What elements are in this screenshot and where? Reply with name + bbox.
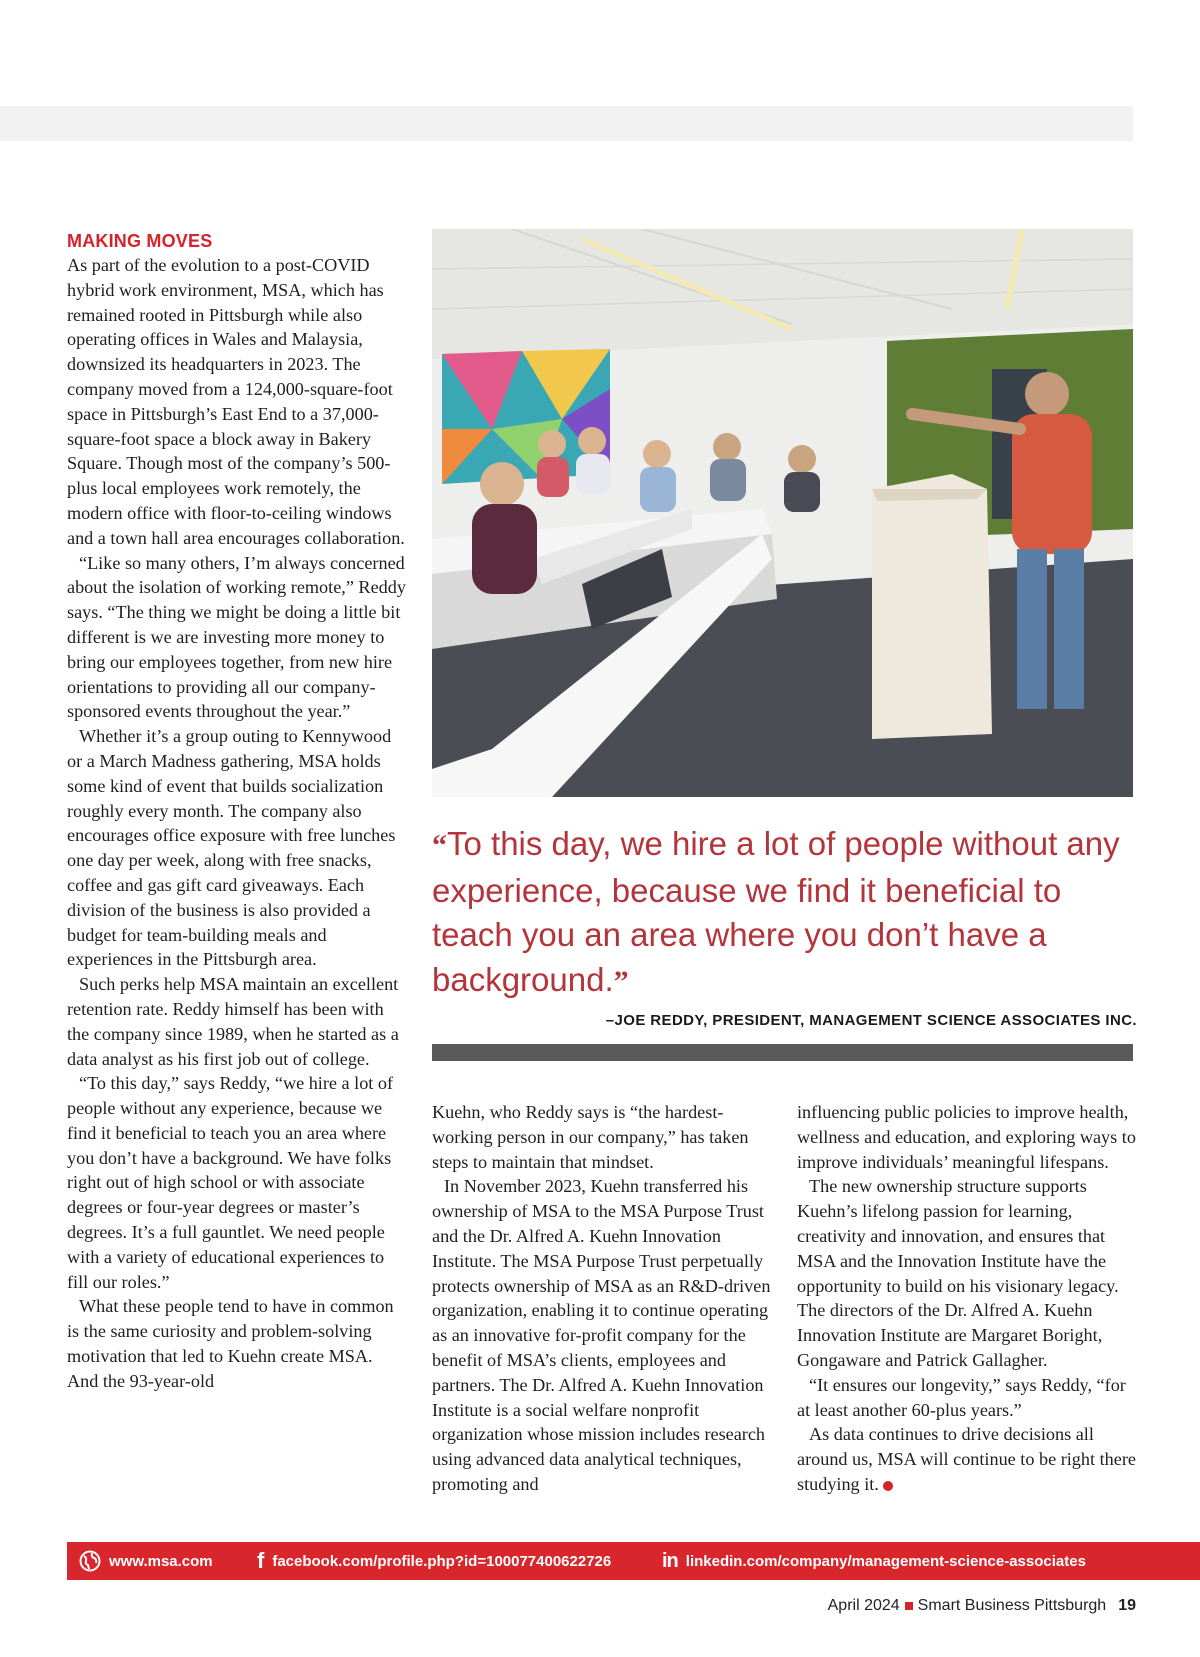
separator-square [905, 1602, 913, 1610]
page-footer [828, 1597, 1136, 1615]
paragraph: Such perks help MSA maintain an excellent retention rate. Reddy himself has been with the company since 1989, when he started as a data analyst as his first job out of college. [67, 974, 399, 1069]
facebook-link[interactable] [257, 1542, 611, 1580]
paragraph: “To this day,” says Reddy, “we hire a lot of people without any experience, because we find it beneficial to teach you an area where you don’t have a background. We have folks right out of high school or with associate degrees or four-year degrees or master’s degrees. It’s a full gauntlet. We need people with a variety of educational experiences to fill our roles.” [67, 1073, 394, 1292]
paragraph: “It ensures our longevity,” says Reddy, “for at least another 60-plus years.” [797, 1374, 1126, 1420]
website-link[interactable] [79, 1542, 213, 1580]
end-dot-icon [883, 1481, 893, 1491]
paragraph: As part of the evolution to a post-COVID hybrid work environment, MSA, which has remained rooted in Pittsburgh while also operating offices in Wales and Malaysia, downsized its headquarters in 2023. The company moved from a 124,000-square-foot space in Pittsburgh’s East End to a 37,000-square-foot space a block away in Bakery Square. Though most of the company’s 500-plus local employees work remotely, the modern office with floor-to-ceiling windows and a town hall area encourages collaboration. [67, 255, 405, 548]
pull-quote [432, 822, 1137, 1029]
open-quote-mark: “ [432, 829, 447, 862]
contact-bar [67, 1542, 1200, 1580]
top-band [0, 106, 1133, 141]
paragraph: “Like so many others, I’m always concerned about the isolation of working remote,” Reddy says. “The thing we might be doing a little bit different is we are investing more money to bring our employees together, from new hire orientations to providing all our company-sponsored events throughout the year.” [67, 552, 406, 722]
article-column-3 [797, 1100, 1137, 1497]
paragraph: Whether it’s a group outing to Kennywood or a March Madness gathering, MSA holds some kind of event that builds socialization roughly every month. The company also encourages office exposure with free lunches one day per week, along with free snacks, coffee and gas gift card giveaways. Each division of the business is also provided a budget for team-building meals and experiences in the Pittsburgh area. [67, 726, 396, 970]
article-column-1 [67, 229, 407, 1394]
linkedin-link-text: linkedin.com/company/management-science-associates [685, 1552, 1086, 1570]
pull-quote-attribution: –JOE REDDY, PRESIDENT, MANAGEMENT SCIENCE ASSOCIATES INC. [605, 1012, 1137, 1029]
linkedin-icon: in [662, 1549, 678, 1572]
pull-quote-rule [432, 1044, 1133, 1061]
paragraph: As data continues to drive decisions all around us, MSA will continue to be right there studying it. [797, 1424, 1136, 1494]
paragraph: In November 2023, Kuehn transferred his ownership of MSA to the MSA Purpose Trust and the Dr. Alfred A. Kuehn Innovation Institute. The MSA Purpose Trust perpetually protects ownership of MSA as an R&D-driven organization, enabling it to continue operating as an innovative for-profit company for the benefit of MSA’s clients, employees and partners. The Dr. Alfred A. Kuehn Innovation Institute is a social welfare nonprofit organization whose mission includes research using advanced data analytical techniques, promoting and [432, 1176, 771, 1494]
paragraph: Kuehn, who Reddy says is “the hardest-working person in our company,” has taken steps to maintain that mindset. [432, 1102, 749, 1172]
globe-icon [79, 1550, 101, 1572]
pull-quote-text: “To this day, we hire a lot of people without any experience, because we find it beneficial to teach you an area where you don’t have a background.” [432, 825, 1120, 998]
linkedin-link[interactable] [662, 1542, 1086, 1580]
paragraph: The new ownership structure supports Kuehn’s lifelong passion for learning, creativity and innovation, and ensures that MSA and the Innovation Institute have the opportunity to build on his visionary legacy. The directors of the Dr. Alfred A. Kuehn Innovation Institute are Margaret Boright, Gongaware and Patrick Gallagher. [797, 1176, 1119, 1370]
website-link-text: www.msa.com [109, 1552, 213, 1570]
publication-name: Smart Business Pittsburgh [917, 1597, 1107, 1614]
article-column-2 [432, 1100, 772, 1497]
classroom-photo [432, 229, 1133, 797]
paragraph: influencing public policies to improve health, wellness and education, and exploring ways to improve individuals’ meaningful lifespans. [797, 1102, 1136, 1172]
section-heading: MAKING MOVES [67, 231, 213, 251]
page-number: 19 [1118, 1597, 1136, 1614]
paragraph: What these people tend to have in common is the same curiosity and problem-solving motivation that led to Kuehn create MSA. And the 93-year-old [67, 1296, 394, 1391]
facebook-icon: f [257, 1548, 265, 1573]
issue-date: April 2024 [827, 1597, 900, 1614]
close-quote-mark: ” [613, 964, 629, 998]
facebook-link-text: facebook.com/profile.php?id=100077400622726 [272, 1552, 612, 1570]
